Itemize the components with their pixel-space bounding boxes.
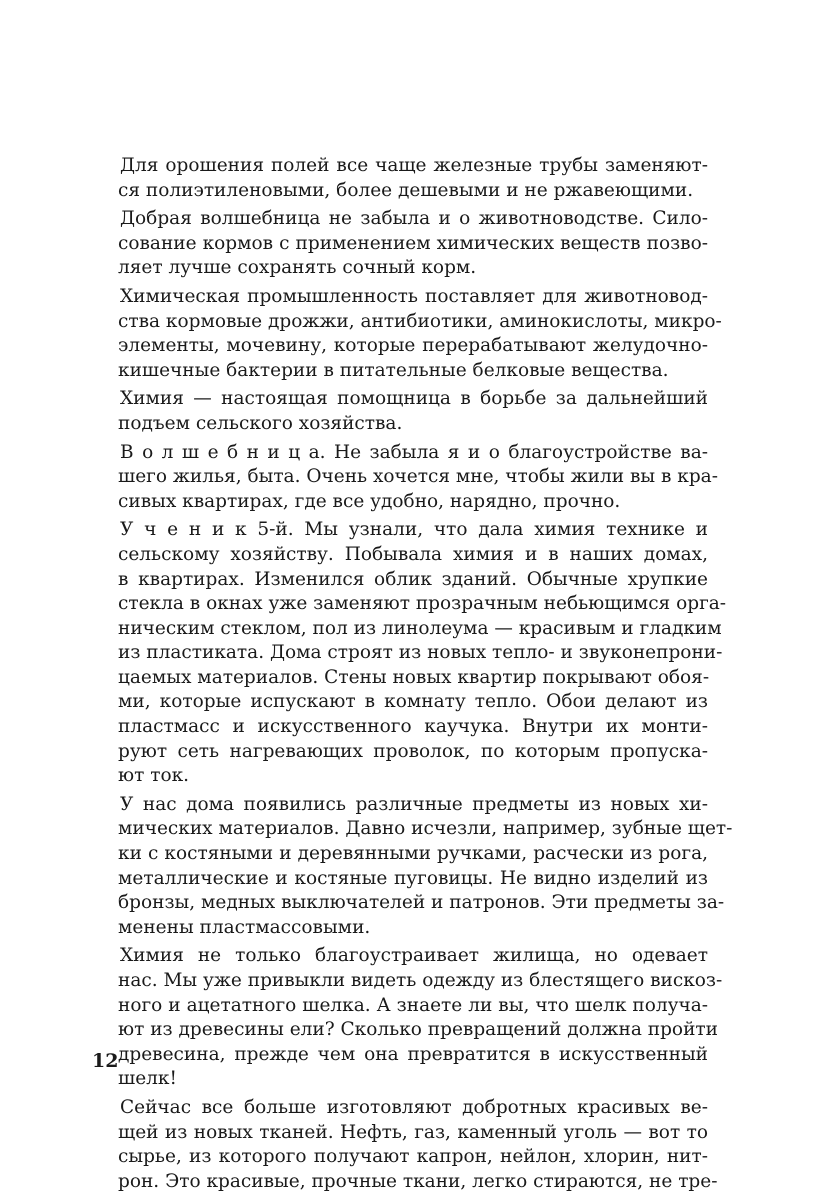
text-line: в квартирах. Изменился облик зданий. Обычные хрупкие [118, 568, 708, 590]
page-body-text [118, 154, 733, 1194]
paragraph [118, 793, 733, 941]
paragraph [118, 387, 708, 436]
paragraph [118, 154, 708, 203]
text-line: бронзы, медных выключателей и патронов. Эти предметы за- [118, 892, 725, 914]
text-line: сивых квартирах, где все удобно, нарядно, прочно. [118, 490, 621, 512]
text-line: мических материалов. Давно исчезли, например, зубные щет- [118, 818, 733, 840]
text-line: ся полиэтиленовыми, более дешевыми и не ржавеющими. [118, 179, 694, 201]
text-line: нас. Мы уже привыкли видеть одежду из блестящего вискоз- [118, 970, 723, 991]
text-line: ми, которые испускают в комнату тепло. Обои делают из [118, 691, 708, 713]
text-line: В о л ш е б н и ц а. Не забыла я и о благоустройстве ва- [120, 441, 708, 463]
text-line: из пластиката. Дома строят из новых тепло- и звуконепрони- [118, 642, 723, 664]
paragraph [118, 207, 708, 281]
text-line: менены пластмассовыми. [118, 916, 371, 938]
text-line: ют ток. [118, 765, 190, 787]
text-line: ляет лучше сохранять сочный корм. [118, 257, 477, 279]
text-line: ки с костяными и деревянными ручками, расчески из рога, [118, 843, 708, 865]
text-line: У ч е н и к 5-й. Мы узнали, что дала химия технике и [120, 519, 708, 541]
text-line: древесина, прежде чем она превратится в искусственный [118, 1043, 708, 1065]
text-line: ют из древесины ели? Сколько превращений должна пройти [118, 1019, 718, 1041]
text-line: подъем сельского хозяйства. [118, 412, 403, 434]
text-line: Химия — настоящая помощница в борьбе за дальнейший [120, 388, 708, 410]
text-line: руют сеть нагревающих проволок, по которым пропуска- [118, 740, 708, 762]
text-line: сырье, из которого получают капрон, нейлон, хлорин, нит- [118, 1146, 708, 1168]
text-line: Химия не только благоустраивает жилища, но одевает [120, 945, 708, 967]
paragraph [118, 441, 718, 515]
text-line: Добрая волшебница не забыла и о животноводстве. Сило- [120, 208, 708, 230]
text-line: ного и ацетатного шелка. А знаете ли вы, что шелк получа- [118, 994, 708, 1016]
text-line: элементы, мочевину, которые перерабатывают желудочно- [118, 335, 708, 357]
text-line: рон. Это красивые, прочные ткани, легко стираются, не тре- [118, 1170, 718, 1192]
text-line: пластмасс и искусственного каучука. Внутри их монти- [118, 716, 708, 738]
page-number: 12 [92, 1050, 119, 1072]
text-line: Сейчас все больше изготовляют добротных красивых ве- [120, 1096, 708, 1118]
text-line: стекла в окнах уже заменяют прозрачным небьющимся орга- [118, 593, 727, 615]
text-line: ства кормовые дрожжи, антибиотики, аминокислоты, микро- [118, 310, 722, 332]
text-line: металлические и костяные пуговицы. Не видно изделий из [118, 867, 708, 889]
text-line: шелк! [118, 1068, 177, 1090]
text-line: сование кормов с применением химических веществ позво- [118, 232, 708, 254]
text-line: Для орошения полей все чаще железные трубы заменяют- [120, 155, 708, 176]
text-line: сельскому хозяйству. Побывала химия и в наших домах, [118, 543, 708, 565]
paragraph [118, 285, 722, 383]
paragraph [118, 944, 723, 1092]
text-line: Химическая промышленность поставляет для животновод- [120, 285, 708, 307]
text-line: кишечные бактерии в питательные белковые вещества. [118, 359, 669, 381]
text-line: У нас дома появились различные предметы из новых хи- [120, 793, 708, 815]
text-line: ническим стеклом, пол из линолеума — красивым и гладким [118, 617, 722, 639]
text-line: щей из новых тканей. Нефть, газ, каменный уголь — вот то [118, 1121, 708, 1143]
text-line: шего жилья, быта. Очень хочется мне, чтобы жили вы в кра- [118, 466, 718, 488]
paragraph [118, 1096, 718, 1194]
paragraph [118, 518, 727, 789]
text-line: цаемых материалов. Стены новых квартир покрывают обоя- [118, 666, 710, 688]
